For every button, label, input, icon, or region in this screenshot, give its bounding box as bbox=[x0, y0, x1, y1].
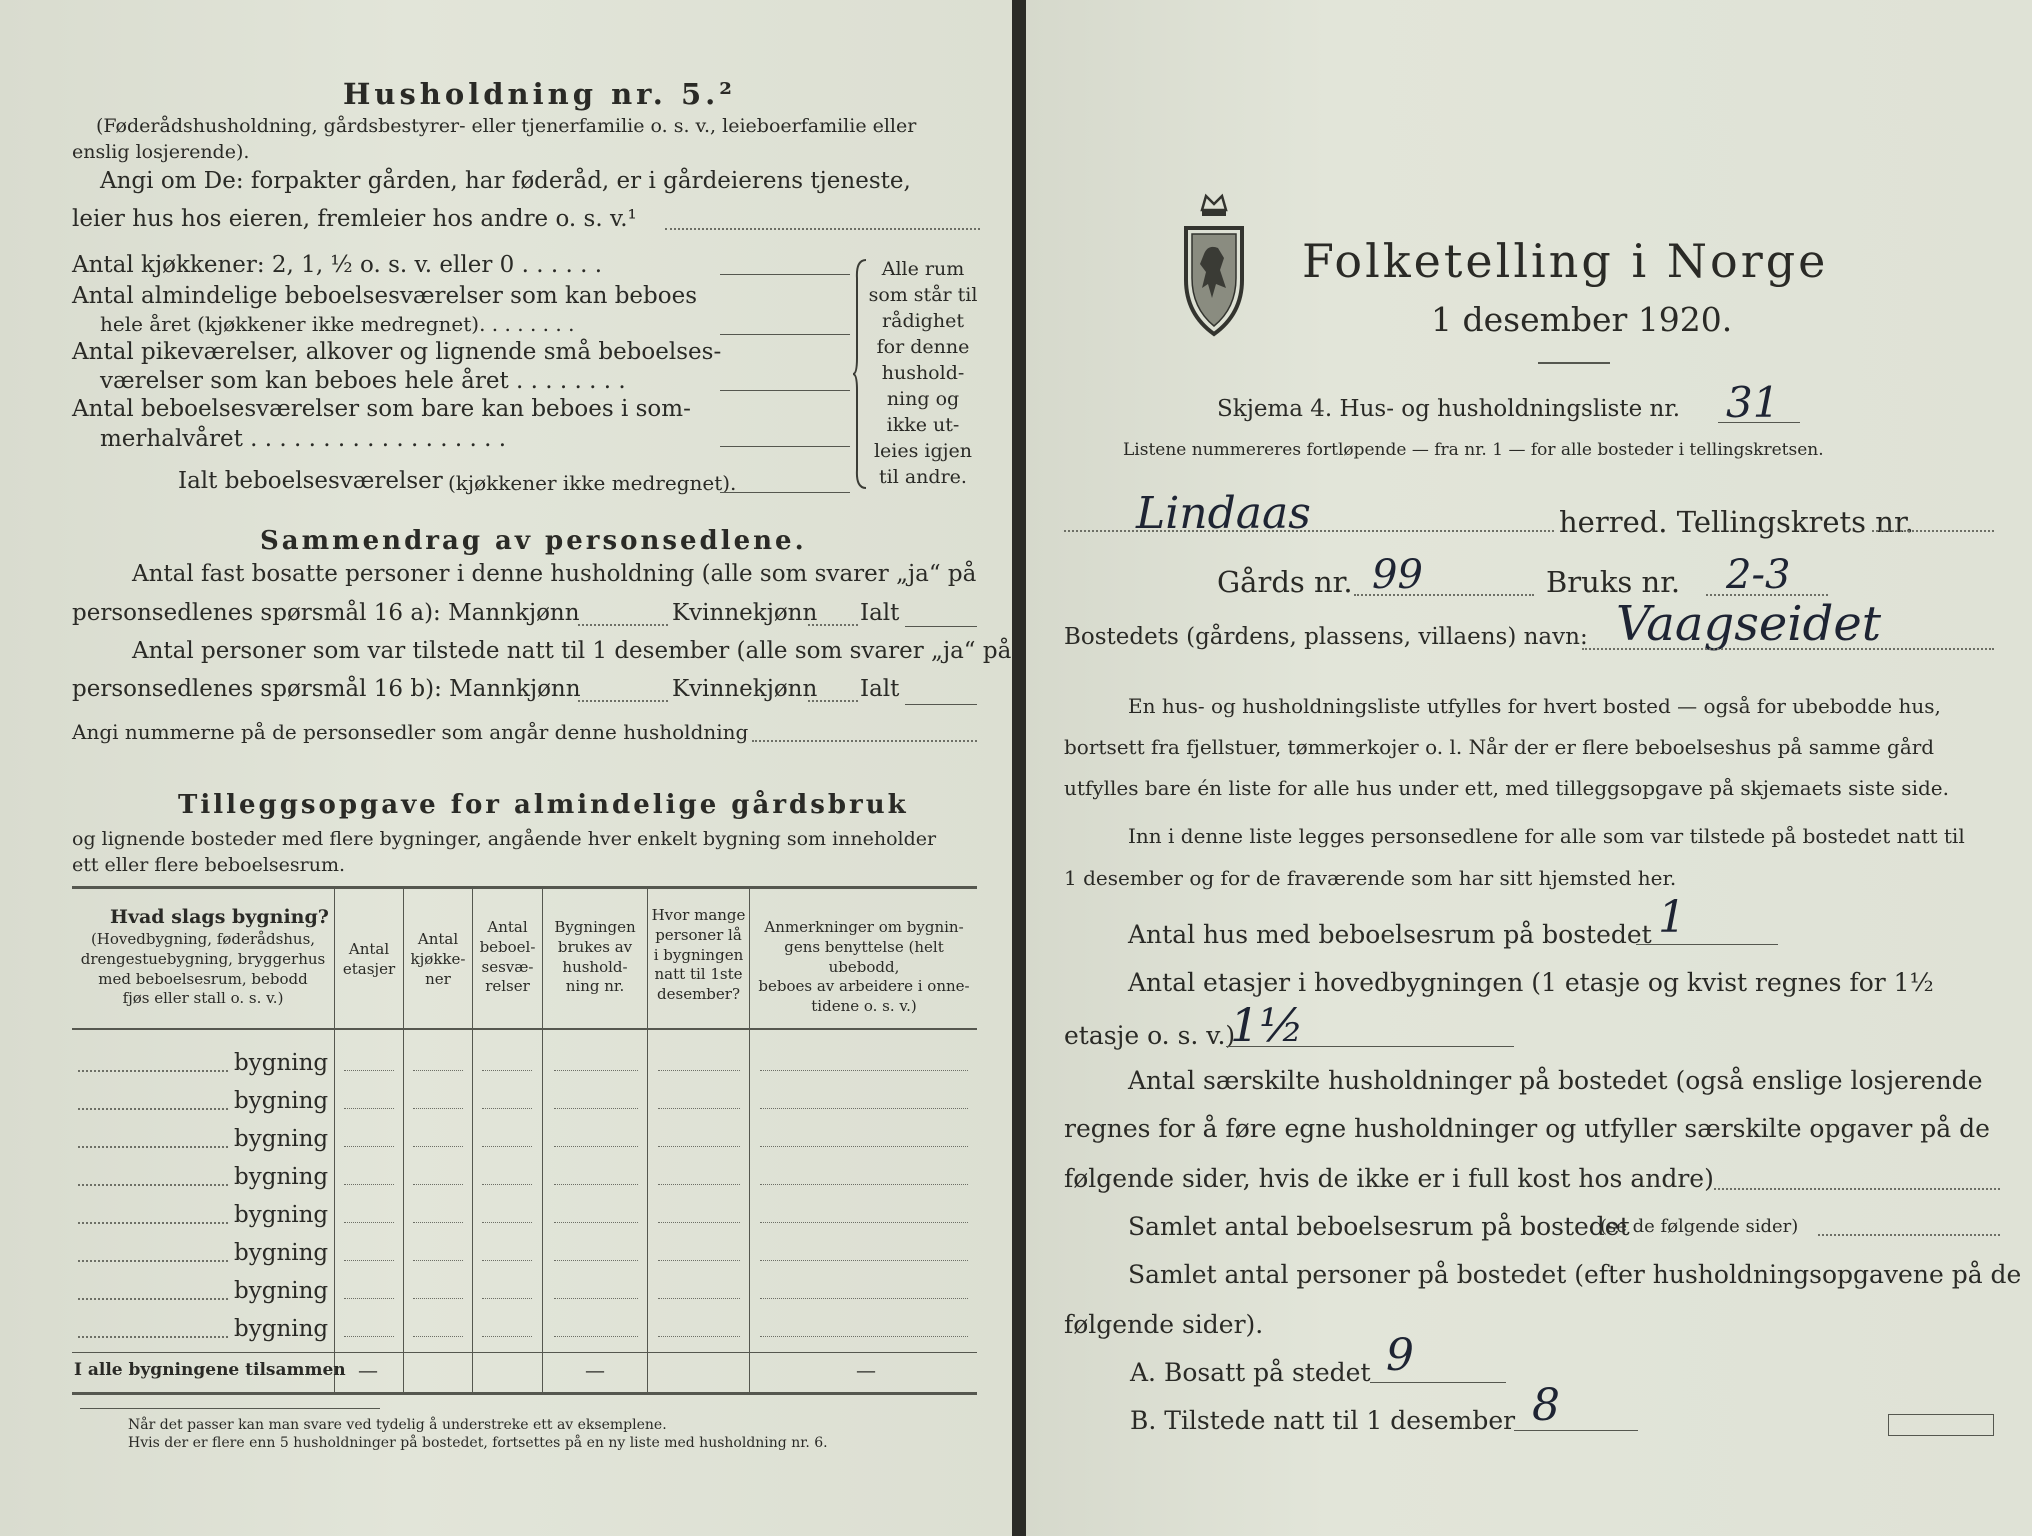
table-col2-header bbox=[336, 940, 402, 980]
table-cell-line[interactable] bbox=[344, 1336, 394, 1337]
table-cell-line[interactable] bbox=[760, 1222, 968, 1223]
title-divider bbox=[1538, 362, 1610, 364]
left-page bbox=[0, 0, 1012, 1536]
saerskilte-line2: regnes for å føre egne husholdninger og utfyller særskilte opgaver på de bbox=[1064, 1114, 1990, 1143]
sammendrag-title: Sammendrag av personsedlene. bbox=[260, 526, 807, 556]
fast-ialt-line[interactable] bbox=[905, 626, 977, 627]
footnote-2: Hvis der er flere enn 5 husholdninger på bostedet, fortsettes på en ny liste med husholdning nr. 6. bbox=[128, 1435, 828, 1451]
instructions-line5: 1 desember og for de fraværende som har sitt hjemsted her. bbox=[1064, 866, 1677, 890]
table-cell-line[interactable] bbox=[554, 1222, 638, 1223]
side-note-line: hushold- bbox=[881, 362, 965, 384]
table-cell-line[interactable] bbox=[658, 1336, 740, 1337]
table-col1-subtitle-line: med beboelsesrum, bebodd bbox=[98, 969, 308, 988]
table-cell-line[interactable] bbox=[482, 1298, 532, 1299]
table-cell-line[interactable] bbox=[760, 1336, 968, 1337]
table-cell-line[interactable] bbox=[658, 1108, 740, 1109]
table-col4-header-line: sesvæ- bbox=[481, 957, 534, 976]
gards-label: Gårds nr. bbox=[1217, 565, 1353, 599]
table-cell-line[interactable] bbox=[344, 1184, 394, 1185]
angi-line2: leier hus hos eieren, fremleier hos andre o. s. v.¹ bbox=[72, 206, 637, 232]
tilstede-line bbox=[1514, 1430, 1638, 1431]
tilstede-line1: Antal personer som var tilstede natt til 1 desember (alle som svarer „ja“ på bbox=[132, 638, 1012, 664]
table-cell-line[interactable] bbox=[554, 1146, 638, 1147]
building-label: bygning bbox=[234, 1050, 329, 1076]
table-col6-header-line: natt til 1ste bbox=[654, 965, 743, 984]
fast-kvinne-label: Kvinnekjønn bbox=[672, 600, 818, 626]
kjokkener-answer-line[interactable] bbox=[720, 274, 850, 275]
table-col3-header-line: Antal bbox=[417, 930, 459, 948]
table-header-rule bbox=[72, 1028, 977, 1030]
side-note bbox=[868, 256, 978, 490]
table-cell-line[interactable] bbox=[658, 1260, 740, 1261]
footnote-1: Når det passer kan man svare ved tydelig å understreke ett av eksemplene. bbox=[128, 1417, 667, 1433]
table-total-dash: — bbox=[856, 1358, 876, 1382]
table-cell-line[interactable] bbox=[344, 1260, 394, 1261]
tilstede-line2: personsedlenes spørsmål 16 b): Mannkjønn bbox=[72, 676, 581, 702]
table-cell-line[interactable] bbox=[413, 1070, 463, 1071]
gards-handwritten[interactable]: 99 bbox=[1372, 552, 1423, 598]
etasjer-line bbox=[1226, 1046, 1514, 1047]
tilstede-handwritten[interactable]: 8 bbox=[1532, 1380, 1560, 1431]
right-page bbox=[1026, 0, 2032, 1536]
building-name-line[interactable] bbox=[78, 1298, 228, 1300]
samlet-pers-line2: følgende sider). bbox=[1064, 1310, 1264, 1339]
page-gutter bbox=[1012, 0, 1026, 1536]
table-row bbox=[0, 1200, 1000, 1238]
tillegg-line1: og lignende bosteder med flere bygninger, angående hver enkelt bygning som inneholder bbox=[72, 828, 937, 850]
herred-label: herred. Tellingskrets nr. bbox=[1559, 505, 1914, 539]
side-note-line: ning og bbox=[886, 388, 960, 410]
table-cell-line[interactable] bbox=[482, 1260, 532, 1261]
gards-line bbox=[1354, 594, 1534, 596]
angi-line1: Angi om De: forpakter gården, har føderåd, er i gårdeierens tjeneste, bbox=[100, 168, 911, 194]
table-row bbox=[0, 1124, 1000, 1162]
table-cell-line[interactable] bbox=[554, 1070, 638, 1071]
samlet-rum-answer-line[interactable] bbox=[1818, 1234, 2000, 1236]
skjema-label: Skjema 4. Hus- og husholdningsliste nr. bbox=[1217, 396, 1681, 422]
saerskilte-answer-line[interactable] bbox=[1714, 1188, 2000, 1190]
building-label: bygning bbox=[234, 1240, 329, 1266]
tilstede-label: B. Tilstede natt til 1 desember bbox=[1130, 1406, 1516, 1435]
table-cell-line[interactable] bbox=[760, 1108, 968, 1109]
herred-handwritten[interactable]: Lindaas bbox=[1136, 488, 1311, 539]
table-cell-line[interactable] bbox=[413, 1184, 463, 1185]
household-note-line2: enslig losjerende). bbox=[72, 141, 250, 163]
table-row bbox=[0, 1048, 1000, 1086]
hus-label: Antal hus med beboelsesrum på bostedet bbox=[1128, 920, 1652, 949]
instructions-line1: En hus- og husholdningsliste utfylles for hvert bosted — også for ubebodde hus, bbox=[1128, 694, 1941, 718]
table-col3-header bbox=[405, 930, 471, 989]
table-col6-header bbox=[649, 906, 748, 1005]
table-cell-line[interactable] bbox=[413, 1298, 463, 1299]
nummerne-label: Angi nummerne på de personsedler som angår denne husholdning bbox=[72, 720, 749, 744]
tilstede-ialt-label: Ialt bbox=[860, 676, 900, 702]
table-cell-line[interactable] bbox=[760, 1184, 968, 1185]
fast-kvinne-line[interactable] bbox=[808, 624, 858, 626]
table-cell-line[interactable] bbox=[344, 1070, 394, 1071]
table-col4-header-line: Antal bbox=[487, 918, 528, 936]
etasjer-handwritten[interactable]: 1½ bbox=[1230, 998, 1304, 1052]
table-row bbox=[0, 1162, 1000, 1200]
building-name-line[interactable] bbox=[78, 1336, 228, 1338]
angi-answer-line[interactable] bbox=[665, 228, 980, 230]
pike-answer-line[interactable] bbox=[720, 390, 850, 391]
bosatt-label: A. Bosatt på stedet bbox=[1130, 1358, 1371, 1387]
saerskilte-line3: følgende sider, hvis de ikke er i full kost hos andre) bbox=[1064, 1164, 1714, 1193]
hus-line bbox=[1636, 944, 1778, 945]
table-col7-header-line: tidene o. s. v.) bbox=[811, 997, 917, 1016]
table-cell-line[interactable] bbox=[413, 1146, 463, 1147]
listene-note: Listene nummereres fortløpende — fra nr. 1 — for alle bosteder i tellingskretsen. bbox=[1123, 440, 1824, 460]
tillegg-title: Tilleggsopgave for almindelige gårdsbruk bbox=[178, 790, 909, 820]
fast-ialt-label: Ialt bbox=[860, 600, 900, 626]
hus-handwritten[interactable]: 1 bbox=[1658, 892, 1686, 943]
table-col3-header-line: ner bbox=[425, 969, 451, 988]
table-col1-title: Hvad slags bygning? bbox=[110, 906, 329, 928]
table-cell-line[interactable] bbox=[344, 1108, 394, 1109]
tilstede-ialt-line[interactable] bbox=[905, 704, 977, 705]
table-col7-header-line: Anmerkninger om bygnin- bbox=[764, 918, 964, 936]
table-cell-line[interactable] bbox=[344, 1222, 394, 1223]
table-bottom-rule bbox=[72, 1392, 977, 1395]
fast-line2: personsedlenes spørsmål 16 a): Mannkjønn bbox=[72, 600, 580, 626]
table-col7-header-line: beboes av arbeidere i onne- bbox=[758, 977, 970, 996]
skjema-nr-line bbox=[1718, 422, 1800, 423]
bosted-label: Bostedets (gårdens, plassens, villaens) navn: bbox=[1064, 624, 1588, 650]
table-col1-subtitle bbox=[74, 930, 332, 1009]
etasjer-line2: etasje o. s. v.) bbox=[1064, 1021, 1236, 1050]
table-cell-line[interactable] bbox=[760, 1070, 968, 1071]
table-cell-line[interactable] bbox=[482, 1070, 532, 1071]
instructions-line3: utfylles bare én liste for alle hus under ett, med tilleggsopgave på skjemaets siste side. bbox=[1064, 776, 1949, 800]
table-col7-header-line: gens benyttelse (helt ubebodd, bbox=[784, 937, 944, 976]
instructions-line2: bortsett fra fjellstuer, tømmerkojer o. l. Når der er flere beboelseshus på samme gård bbox=[1064, 735, 1935, 759]
table-col6-header-line: desember? bbox=[657, 985, 740, 1004]
table-col6-header-line: Hvor mange bbox=[651, 906, 746, 924]
nummerne-line[interactable] bbox=[752, 740, 977, 742]
sommer-line2: merhalvåret . . . . . . . . . . . . . . . . . . bbox=[100, 426, 507, 452]
tillegg-line2: ett eller flere beboelsesrum. bbox=[72, 854, 346, 876]
household-title: Husholdning nr. 5.² bbox=[343, 77, 736, 111]
table-cell-line[interactable] bbox=[760, 1298, 968, 1299]
etasjer-line1: Antal etasjer i hovedbygningen (1 etasje og kvist regnes for 1½ bbox=[1128, 968, 1934, 997]
building-label: bygning bbox=[234, 1164, 329, 1190]
table-col5-header-line: hushold- bbox=[562, 957, 628, 976]
table-top-rule bbox=[72, 886, 977, 889]
building-name-line[interactable] bbox=[78, 1222, 228, 1224]
table-col1-subtitle-line: (Hovedbygning, føderådshus, bbox=[90, 930, 316, 948]
table-col5-header-line: Bygningen bbox=[554, 918, 636, 936]
side-note-line: for denne bbox=[876, 336, 970, 358]
beboelse-answer-line[interactable] bbox=[720, 334, 850, 335]
table-total-dash: — bbox=[358, 1358, 378, 1382]
table-col3-header-line: kjøkke- bbox=[410, 949, 466, 968]
household-note-line1: (Føderådshusholdning, gårdsbestyrer- eller tjenerfamilie o. s. v., leieboerfamilie eller bbox=[96, 115, 917, 137]
table-col4-header-line: relser bbox=[485, 977, 530, 996]
building-name-line[interactable] bbox=[78, 1146, 228, 1148]
bosted-line bbox=[1582, 648, 1994, 650]
bosatt-line bbox=[1370, 1382, 1506, 1383]
tilstede-mann-line[interactable] bbox=[578, 700, 668, 702]
table-cell-line[interactable] bbox=[658, 1298, 740, 1299]
building-label: bygning bbox=[234, 1316, 329, 1342]
building-name-line[interactable] bbox=[78, 1108, 228, 1110]
table-cell-line[interactable] bbox=[658, 1222, 740, 1223]
table-col7-header bbox=[751, 918, 977, 1017]
building-name-line[interactable] bbox=[78, 1260, 228, 1262]
samlet-rum-label: Samlet antal beboelsesrum på bostedet bbox=[1128, 1212, 1630, 1241]
bruks-handwritten[interactable]: 2-3 bbox=[1726, 552, 1791, 598]
side-note-line: til andre. bbox=[879, 466, 967, 488]
building-label: bygning bbox=[234, 1278, 329, 1304]
bosted-handwritten[interactable]: Vaagseidet bbox=[1616, 596, 1882, 652]
beboelse-line2: hele året (kjøkkener ikke medregnet). . . . . . . . bbox=[100, 312, 575, 336]
table-cell-line[interactable] bbox=[482, 1184, 532, 1185]
building-label: bygning bbox=[234, 1088, 329, 1114]
kjokkener-label: Antal kjøkkener: 2, 1, ½ o. s. v. eller 0 . . . . . . bbox=[72, 252, 603, 278]
census-date: 1 desember 1920. bbox=[1431, 300, 1733, 339]
table-cell-line[interactable] bbox=[554, 1260, 638, 1261]
table-cell-line[interactable] bbox=[482, 1108, 532, 1109]
building-label: bygning bbox=[234, 1202, 329, 1228]
instructions-line4: Inn i denne liste legges personsedlene for alle som var tilstede på bostedet natt til bbox=[1128, 824, 1965, 848]
table-col2-header-line: Antal bbox=[348, 940, 390, 958]
table-cell-line[interactable] bbox=[413, 1260, 463, 1261]
table-total-label: I alle bygningene tilsammen bbox=[74, 1360, 346, 1380]
coat-of-arms-icon bbox=[1174, 188, 1254, 338]
table-col6-header-line: personer lå bbox=[655, 925, 742, 944]
side-note-line: leies igjen bbox=[873, 440, 973, 462]
table-cell-line[interactable] bbox=[344, 1146, 394, 1147]
skjema-nr-handwritten[interactable]: 31 bbox=[1726, 378, 1780, 427]
table-total-rule-top bbox=[72, 1352, 977, 1353]
fast-mann-line[interactable] bbox=[578, 624, 668, 626]
samlet-rum-note: (se de følgende sider) bbox=[1600, 1216, 1799, 1237]
table-cell-line[interactable] bbox=[658, 1184, 740, 1185]
side-note-line: ikke ut- bbox=[886, 414, 960, 436]
bruks-label: Bruks nr. bbox=[1546, 565, 1681, 599]
sommer-answer-line[interactable] bbox=[720, 446, 850, 447]
census-title: Folketelling i Norge bbox=[1302, 234, 1829, 288]
table-cell-line[interactable] bbox=[482, 1336, 532, 1337]
table-col2-header-line: etasjer bbox=[342, 959, 396, 978]
side-note-line: Alle rum bbox=[881, 258, 965, 280]
table-cell-line[interactable] bbox=[413, 1222, 463, 1223]
table-cell-line[interactable] bbox=[482, 1222, 532, 1223]
table-cell-line[interactable] bbox=[413, 1108, 463, 1109]
table-cell-line[interactable] bbox=[554, 1108, 638, 1109]
table-cell-line[interactable] bbox=[554, 1336, 638, 1337]
ialt-rooms-answer-line[interactable] bbox=[720, 492, 850, 493]
side-note-line: som står til bbox=[868, 284, 978, 306]
pike-line1: Antal pikeværelser, alkover og lignende små beboelses- bbox=[72, 339, 722, 365]
table-cell-line[interactable] bbox=[482, 1146, 532, 1147]
table-cell-line[interactable] bbox=[554, 1298, 638, 1299]
table-col1-subtitle-line: drengestuebygning, bryggerhus bbox=[80, 949, 326, 968]
footnote-rule bbox=[80, 1408, 380, 1409]
table-cell-line[interactable] bbox=[344, 1298, 394, 1299]
tilstede-kvinne-label: Kvinnekjønn bbox=[672, 676, 818, 702]
table-col4-header-line: beboel- bbox=[479, 937, 536, 956]
table-col5-header-line: brukes av bbox=[557, 937, 633, 956]
samlet-pers-line1: Samlet antal personer på bostedet (efter husholdningsopgavene på de bbox=[1128, 1260, 2022, 1289]
table-cell-line[interactable] bbox=[760, 1146, 968, 1147]
pike-line2: værelser som kan beboes hele året . . . . . . . . bbox=[100, 368, 626, 394]
printer-stamp bbox=[1888, 1414, 1994, 1436]
fast-line1: Antal fast bosatte personer i denne husholdning (alle som svarer „ja“ på bbox=[132, 561, 977, 587]
building-label: bygning bbox=[234, 1126, 329, 1152]
table-row bbox=[0, 1238, 1000, 1276]
table-col6-header-line: i bygningen bbox=[653, 945, 744, 964]
tilstede-kvinne-line[interactable] bbox=[808, 700, 858, 702]
table-col5-header bbox=[544, 918, 646, 997]
table-total-dash: — bbox=[585, 1358, 605, 1382]
table-col5-header-line: ning nr. bbox=[565, 977, 625, 996]
table-col1-subtitle-line: fjøs eller stall o. s. v.) bbox=[122, 989, 284, 1008]
table-cell-line[interactable] bbox=[760, 1260, 968, 1261]
ialt-rooms-label: Ialt beboelsesværelser bbox=[178, 468, 443, 494]
ialt-rooms-note: (kjøkkener ikke medregnet). bbox=[448, 471, 737, 495]
table-row bbox=[0, 1086, 1000, 1124]
building-name-line[interactable] bbox=[78, 1184, 228, 1186]
table-col4-header bbox=[474, 918, 541, 997]
saerskilte-line1: Antal særskilte husholdninger på bostedet (også enslige losjerende bbox=[1128, 1066, 1983, 1095]
building-name-line[interactable] bbox=[78, 1070, 228, 1072]
sommer-line1: Antal beboelsesværelser som bare kan beboes i som- bbox=[72, 396, 691, 422]
table-cell-line[interactable] bbox=[658, 1146, 740, 1147]
bosatt-handwritten[interactable]: 9 bbox=[1386, 1330, 1414, 1381]
side-note-line: rådighet bbox=[882, 310, 964, 332]
table-cell-line[interactable] bbox=[413, 1336, 463, 1337]
herred-line bbox=[1064, 530, 1554, 532]
table-cell-line[interactable] bbox=[658, 1070, 740, 1071]
table-row bbox=[0, 1276, 1000, 1314]
table-cell-line[interactable] bbox=[554, 1184, 638, 1185]
table-row bbox=[0, 1314, 1000, 1352]
beboelse-line1: Antal almindelige beboelsesværelser som kan beboes bbox=[72, 283, 698, 309]
tellingskrets-line[interactable] bbox=[1872, 530, 1994, 532]
